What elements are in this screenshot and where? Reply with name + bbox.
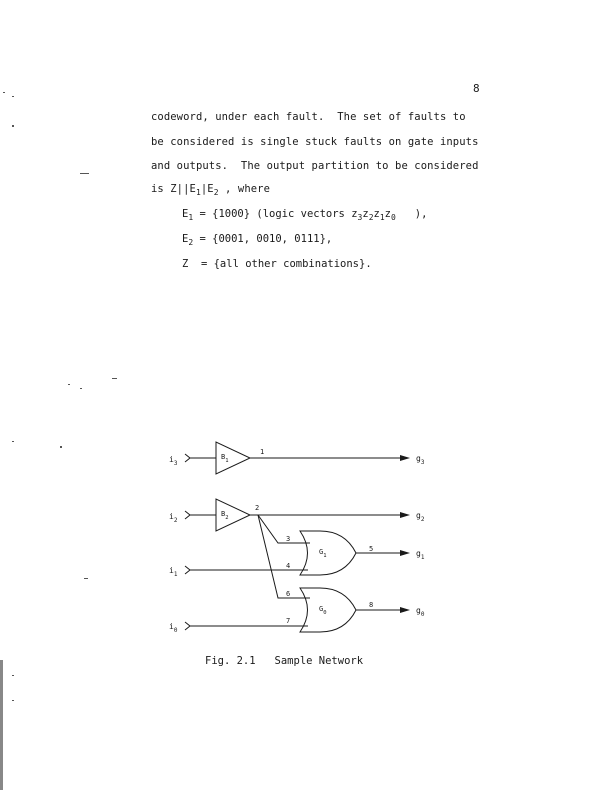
line-number-8: 8 bbox=[369, 601, 374, 609]
input-label-i0: $i_0$ bbox=[169, 622, 178, 634]
paragraph-line-3: and outputs. The output partition to be considered bbox=[151, 160, 479, 172]
input-arrow-i3 bbox=[185, 454, 190, 462]
or-gate-g1 bbox=[300, 531, 356, 575]
subscript: 1 bbox=[188, 213, 194, 222]
z-letter: z bbox=[373, 208, 380, 220]
input-label-i3: $i_3$ bbox=[169, 455, 178, 467]
line-number-2: 2 bbox=[255, 504, 260, 512]
wire-branch-3 bbox=[258, 515, 310, 543]
line-number-3: 3 bbox=[286, 535, 291, 543]
input-label-i1: $i_1$ bbox=[169, 566, 178, 578]
output-label-g0: $g_0$ bbox=[416, 606, 425, 618]
output-label-g1: $g_1$ bbox=[416, 549, 425, 561]
scan-speck bbox=[12, 125, 14, 127]
scan-speck bbox=[80, 388, 82, 389]
line-number-5: 5 bbox=[369, 545, 374, 553]
wire-branch-6 bbox=[258, 515, 310, 598]
scan-speck bbox=[12, 441, 14, 442]
scan-speck bbox=[80, 173, 89, 174]
line-number-1: 1 bbox=[260, 448, 265, 456]
gate-label-g1: $G_1$ bbox=[319, 548, 327, 559]
line-number-4: 4 bbox=[286, 562, 291, 570]
partition-expression: is Z||E bbox=[151, 183, 196, 195]
output-arrow-g3 bbox=[400, 455, 410, 461]
output-arrow-g1 bbox=[400, 550, 410, 556]
e1-text: = {1000} (logic vectors z bbox=[193, 208, 358, 220]
or-gate-g0 bbox=[300, 588, 356, 632]
output-label-g2: $g_2$ bbox=[416, 511, 425, 523]
buffer-label-b1: $B_1$ bbox=[221, 453, 229, 464]
subscript: 1 bbox=[195, 188, 201, 197]
z-letter: z bbox=[384, 208, 391, 220]
scan-speck bbox=[12, 96, 14, 97]
partition-expression-mid: |E bbox=[200, 183, 214, 195]
input-label-i2: $i_2$ bbox=[169, 512, 178, 524]
buffer-label-b2: $B_2$ bbox=[221, 510, 229, 521]
scan-edge bbox=[0, 660, 3, 790]
scan-speck bbox=[12, 675, 14, 676]
e1-close: ), bbox=[395, 208, 428, 220]
output-label-g3: $g_3$ bbox=[416, 454, 425, 466]
line-number-6: 6 bbox=[286, 590, 291, 598]
input-arrow-i0 bbox=[185, 622, 190, 630]
z-letter: z bbox=[362, 208, 369, 220]
scan-speck bbox=[112, 378, 117, 379]
paragraph-line-2: be considered is single stuck faults on gate inputs bbox=[151, 136, 479, 148]
output-arrow-g0 bbox=[400, 607, 410, 613]
page-number: 8 bbox=[473, 82, 480, 95]
scan-speck bbox=[60, 446, 62, 448]
subscript: 0 bbox=[391, 213, 396, 222]
input-arrow-i1 bbox=[185, 566, 190, 574]
scan-speck bbox=[68, 384, 70, 385]
subscript: 2 bbox=[368, 213, 374, 222]
line-number-7: 7 bbox=[286, 617, 291, 625]
partition-expression-post: , where bbox=[218, 183, 271, 195]
subscript: 1 bbox=[379, 213, 385, 222]
figure-caption: Fig. 2.1 Sample Network bbox=[205, 655, 364, 667]
definition-z: Z = {all other combinations}. bbox=[182, 258, 372, 270]
subscript: 2 bbox=[213, 188, 219, 197]
e2-text: = {0001, 0010, 0111}, bbox=[193, 233, 333, 245]
scan-speck bbox=[12, 700, 14, 701]
output-arrow-g2 bbox=[400, 512, 410, 518]
e2-name: E bbox=[182, 233, 189, 245]
scan-speck bbox=[84, 578, 88, 579]
gate-label-g0: $G_0$ bbox=[319, 605, 327, 616]
scan-speck bbox=[3, 92, 5, 93]
subscript: 3 bbox=[357, 213, 363, 222]
paragraph-line-1: codeword, under each fault. The set of faults to bbox=[151, 111, 466, 123]
input-arrow-i2 bbox=[185, 511, 190, 519]
subscript: 2 bbox=[188, 238, 194, 247]
e1-name: E bbox=[182, 208, 189, 220]
